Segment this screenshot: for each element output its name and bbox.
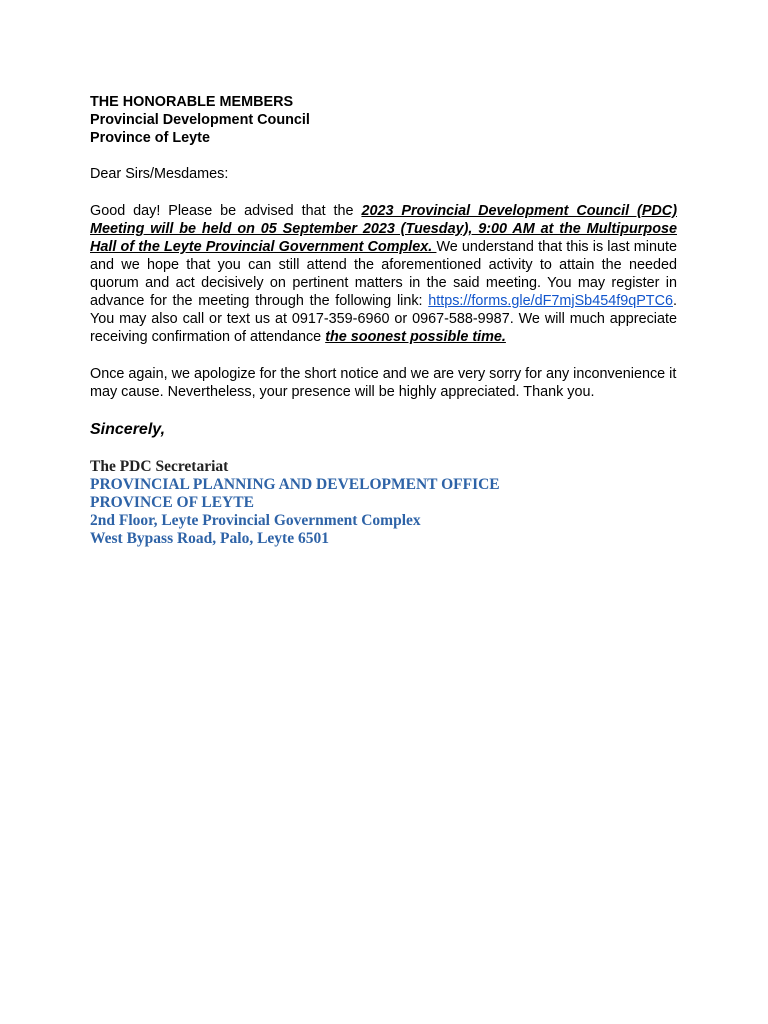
meeting-details: 2023 Provincial Development Council (PDC) Meeting will be held on 05 September 2023 (Tuesday), 9:00 AM at the Multipurpose Hall of the Leyte Provincial Government Complex. bbox=[90, 203, 677, 255]
body-paragraph bbox=[90, 202, 677, 346]
signature-province: PROVINCE OF LEYTE bbox=[90, 494, 254, 511]
signature-address-2: West Bypass Road, Palo, Leyte 6501 bbox=[90, 530, 329, 547]
confirmation-deadline: the soonest possible time. bbox=[325, 329, 506, 345]
registration-link[interactable]: https://forms.gle/dF7mjSb454f9qPTC6 bbox=[428, 293, 673, 309]
body-after-link: . You may also call or text us at 0917-359-6960 or 0967-588-9987. We will much appreciate receiving confirmation of attendance bbox=[90, 293, 677, 345]
body-middle: We understand that this is last minute and we hope that you can still attend the aforementioned activity to attain the needed quorum and act decisively on pertinent matters in the said meeting. You may register in advance for the meeting through the following link: bbox=[90, 239, 677, 309]
apology-paragraph: Once again, we apologize for the short notice and we are very sorry for any inconvenience it may cause. Nevertheless, your presence will be highly appreciated. Thank you. bbox=[90, 366, 677, 400]
addressee-line-1: THE HONORABLE MEMBERS bbox=[90, 94, 294, 110]
salutation: Dear Sirs/Mesdames: bbox=[90, 166, 229, 182]
signature-office: PROVINCIAL PLANNING AND DEVELOPMENT OFFICE bbox=[90, 476, 500, 493]
signature-name: The PDC Secretariat bbox=[90, 458, 229, 475]
signature-address-1: 2nd Floor, Leyte Provincial Government Complex bbox=[90, 512, 421, 529]
body-intro: Good day! Please be advised that the bbox=[90, 203, 362, 219]
addressee-line-2: Provincial Development Council bbox=[90, 112, 310, 128]
addressee-block bbox=[90, 93, 677, 147]
addressee-line-3: Province of Leyte bbox=[90, 130, 210, 146]
signature-block bbox=[90, 458, 677, 548]
letter bbox=[90, 93, 677, 548]
closing: Sincerely, bbox=[90, 421, 166, 438]
